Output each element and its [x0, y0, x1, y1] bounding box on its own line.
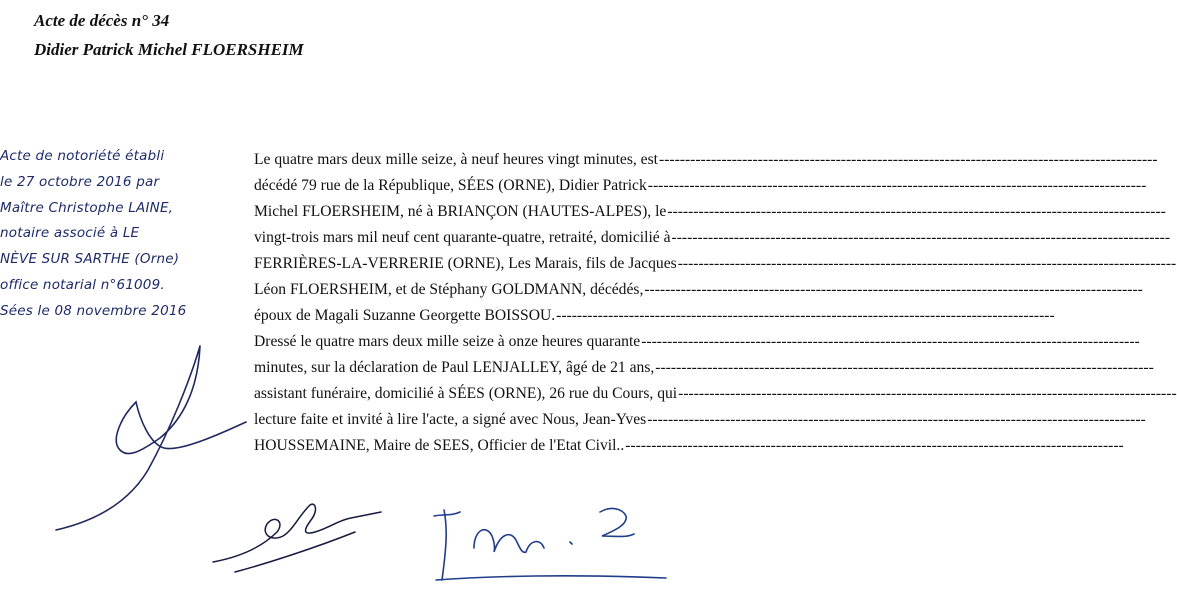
dash-filler: ------------------------------------------------------------------------------------------------ [671, 229, 1171, 246]
act-number: Acte de décès n° 34 [34, 11, 170, 30]
dash-filler: ------------------------------------------------------------------------------------------------ [647, 177, 1147, 194]
margin-annotation [0, 144, 250, 325]
dash-filler: ------------------------------------------------------------------------------------------------ [556, 307, 1055, 324]
declarant-signature [205, 492, 385, 577]
margin-note-line: NÈVE SUR SARTHE (Orne) [0, 251, 180, 268]
act-body-line: lecture faite et invité à lire l'acte, a signé avec Nous, Jean-Yves ------------------------------------------------------------------------------------------------ [254, 407, 788, 433]
act-body-line: vingt-trois mars mil neuf cent quarante-quatre, retraité, domicilié à ------------------------------------------------------------------------------------------------ [254, 225, 788, 251]
dash-filler: ------------------------------------------------------------------------------------------------ [625, 437, 1124, 454]
dash-filler: ------------------------------------------------------------------------------------------------ [659, 151, 1158, 168]
margin-note-line: le 27 octobre 2016 par [0, 173, 160, 190]
act-body-line: Léon FLOERSHEIM, et de Stéphany GOLDMANN, décédés, ------------------------------------------------------------------------------------------------ [254, 277, 788, 303]
margin-note-line: Acte de notoriété établi [0, 148, 165, 164]
mayor-signature [430, 490, 670, 595]
dash-filler: ------------------------------------------------------------------------------------------------ [678, 385, 1177, 402]
margin-note-line: notaire associé à LE [0, 225, 140, 242]
dash-filler: ------------------------------------------------------------------------------------------------ [677, 255, 1177, 272]
act-body-line: époux de Magali Suzanne Georgette BOISSOU. ------------------------------------------------------------------------------------------------ [254, 303, 788, 329]
dash-filler: ------------------------------------------------------------------------------------------------ [647, 411, 1146, 428]
dash-filler: ------------------------------------------------------------------------------------------------ [644, 281, 1143, 298]
act-body-line: Dressé le quatre mars deux mille seize à onze heures quarante ------------------------------------------------------------------------------------------------ [254, 329, 788, 355]
act-body-line: Le quatre mars deux mille seize, à neuf heures vingt minutes, est ------------------------------------------------------------------------------------------------ [254, 147, 788, 173]
act-header [34, 6, 304, 64]
dash-filler: ------------------------------------------------------------------------------------------------ [641, 333, 1140, 350]
act-body-line: FERRIÈRES-LA-VERRERIE (ORNE), Les Marais, fils de Jacques ------------------------------------------------------------------------------------------------ [254, 251, 788, 277]
deceased-name: Didier Patrick Michel FLOERSHEIM [34, 40, 304, 59]
act-body [254, 147, 1177, 459]
act-body-line: assistant funéraire, domicilié à SÉES (ORNE), 26 rue du Cours, qui ------------------------------------------------------------------------------------------------ [254, 381, 788, 407]
margin-note-line: Sées le 08 novembre 2016 [0, 302, 187, 319]
act-body-line: HOUSSEMAINE, Maire de SEES, Officier de l'Etat Civil.. ------------------------------------------------------------------------------------------------ [254, 433, 788, 459]
margin-note-line: Maître Christophe LAINE, [0, 199, 174, 216]
act-body-line: minutes, sur la déclaration de Paul LENJALLEY, âgé de 21 ans, ------------------------------------------------------------------------------------------------ [254, 355, 788, 381]
dash-filler: ------------------------------------------------------------------------------------------------ [667, 203, 1166, 220]
act-body-line: décédé 79 rue de la République, SÉES (ORNE), Didier Patrick ------------------------------------------------------------------------------------------------ [254, 173, 788, 199]
act-body-line: Michel FLOERSHEIM, né à BRIANÇON (HAUTES-ALPES), le ------------------------------------------------------------------------------------------------ [254, 199, 788, 225]
margin-note-line: office notarial n°61009. [0, 276, 165, 293]
dash-filler: ------------------------------------------------------------------------------------------------ [655, 359, 1154, 376]
